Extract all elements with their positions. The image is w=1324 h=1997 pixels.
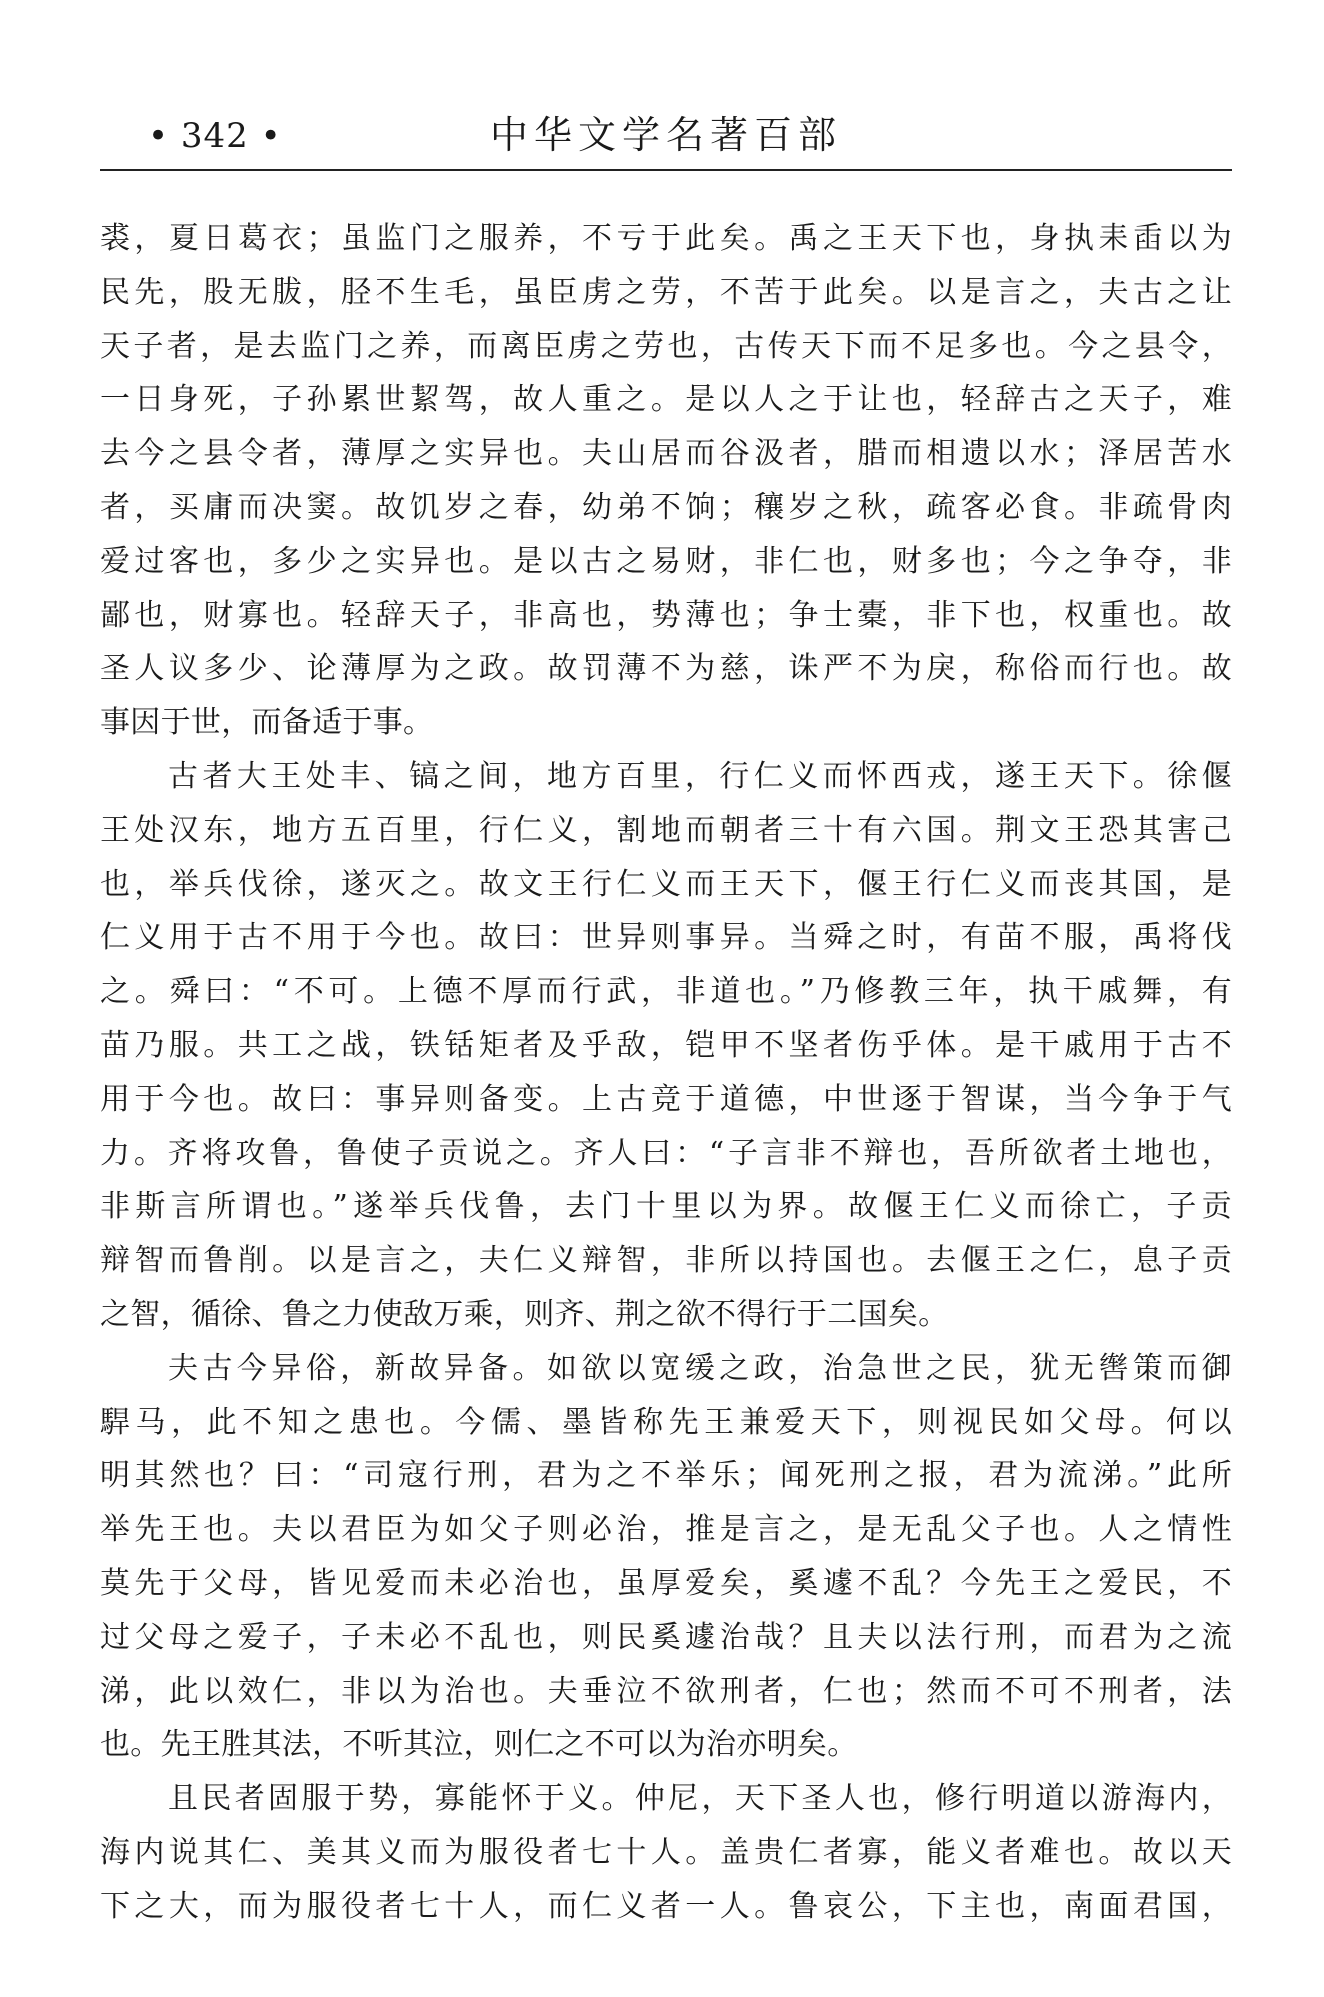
page-header xyxy=(100,106,1232,166)
text-line: 民先，股无胈，胫不生毛，虽臣虏之劳，不苦于此矣。以是言之，夫古之让 xyxy=(100,274,1232,310)
text-line: 且民者固服于势，寡能怀于义。仲尼，天下圣人也，修行明道以游海内， xyxy=(168,1781,1232,1817)
text-line: 裘，夏日葛衣；虽监门之服养，不亏于此矣。禹之王天下也，身执耒臿以为 xyxy=(100,221,1232,256)
text-line: 辩智而鲁削。以是言之，夫仁义辩智，非所以持国也。去偃王之仁，息子贡 xyxy=(100,1243,1232,1279)
page-number: • 342 • xyxy=(148,116,282,156)
text-line: 古者大王处丰、镐之间，地方百里，行仁义而怀西戎，遂王天下。徐偃 xyxy=(168,758,1232,794)
paragraph xyxy=(100,750,1232,1342)
text-line: 之。舜曰：“不可。上德不厚而行武，非道也。”乃修教三年，执干戚舞，有 xyxy=(100,974,1232,1010)
text-line: 过父母之爱子，子未必不乱也，则民奚遽治哉？且夫以法行刑，而君为之流 xyxy=(100,1619,1232,1655)
body-text xyxy=(100,212,1232,1934)
text-line: 也。先王胜其法，不听其泣，则仁之不可以为治亦明矣。 xyxy=(100,1727,858,1763)
text-line: 莫先于父母，皆见爱而未必治也，虽厚爱矣，奚遽不乱？今先王之爱民，不 xyxy=(100,1565,1232,1601)
text-line: 天子者，是去监门之养，而离臣虏之劳也，古传天下而不足多也。今之县令， xyxy=(100,328,1232,364)
text-line: 者，买庸而决窦。故饥岁之春，幼弟不饷；穰岁之秋，疏客必食。非疏骨肉 xyxy=(100,489,1232,525)
text-line: 爱过客也，多少之实异也。是以古之易财，非仁也，财多也；今之争夺，非 xyxy=(100,543,1232,579)
text-line: 之智，循徐、鲁之力使敌万乘，则齐、荆之欲不得行于二国矣。 xyxy=(100,1296,949,1332)
paragraph xyxy=(100,1342,1232,1772)
paragraph xyxy=(100,1772,1232,1933)
text-line: 非斯言所谓也。”遂举兵伐鲁，去门十里以为界。故偃王仁义而徐亡，子贡 xyxy=(100,1189,1232,1225)
text-line: 力。齐将攻鲁，鲁使子贡说之。齐人曰：“子言非不辩也，吾所欲者土地也， xyxy=(100,1135,1232,1171)
text-line: 事因于世，而备适于事。 xyxy=(100,705,434,741)
text-line: 圣人议多少、论薄厚为之政。故罚薄不为慈，诛严不为戾，称俗而行也。故 xyxy=(100,651,1232,687)
text-line: 王处汉东，地方五百里，行仁义，割地而朝者三十有六国。荆文王恐其害己 xyxy=(100,812,1232,848)
text-line: 夫古今异俗，新故异备。如欲以宽缓之政，治急世之民，犹无辔策而御 xyxy=(168,1350,1232,1386)
text-line: 海内说其仁、美其义而为服役者七十人。盖贵仁者寡，能义者难也。故以天 xyxy=(100,1834,1232,1870)
text-line: 明其然也？曰：“司寇行刑，君为之不举乐；闻死刑之报，君为流涕。”此所 xyxy=(100,1458,1232,1494)
header-rule xyxy=(100,169,1232,171)
text-line: 下之大，而为服役者七十人，而仁义者一人。鲁哀公，下主也，南面君国， xyxy=(100,1888,1232,1924)
book-title: 中华文学名著百部 xyxy=(489,113,842,157)
paragraph xyxy=(100,212,1232,750)
text-line: 苗乃服。共工之战，铁铦矩者及乎敌，铠甲不坚者伤乎体。是干戚用于古不 xyxy=(100,1027,1232,1063)
text-line: 去今之县令者，薄厚之实异也。夫山居而谷汲者，腊而相遗以水；泽居苦水 xyxy=(100,436,1232,472)
text-line: 鄙也，财寡也。轻辞天子，非高也，势薄也；争士橐，非下也，权重也。故 xyxy=(100,597,1232,633)
text-line: 用于今也。故曰：事异则备变。上古竞于道德，中世逐于智谋，当今争于气 xyxy=(100,1081,1232,1117)
text-line: 仁义用于古不用于今也。故曰：世异则事异。当舜之时，有苗不服，禹将伐 xyxy=(100,920,1232,956)
text-line: 一日身死，子孙累世絜驾，故人重之。是以人之于让也，轻辞古之天子，难 xyxy=(100,382,1232,418)
text-line: 駻马，此不知之患也。今儒、墨皆称先王兼爱天下，则视民如父母。何以 xyxy=(100,1404,1232,1440)
text-line: 举先王也。夫以君臣为如父子则必治，推是言之，是无乱父子也。人之情性 xyxy=(100,1512,1232,1548)
text-line: 也，举兵伐徐，遂灭之。故文王行仁义而王天下，偃王行仁义而丧其国，是 xyxy=(100,866,1232,902)
text-line: 涕，此以效仁，非以为治也。夫垂泣不欲刑者，仁也；然而不可不刑者，法 xyxy=(100,1673,1232,1709)
